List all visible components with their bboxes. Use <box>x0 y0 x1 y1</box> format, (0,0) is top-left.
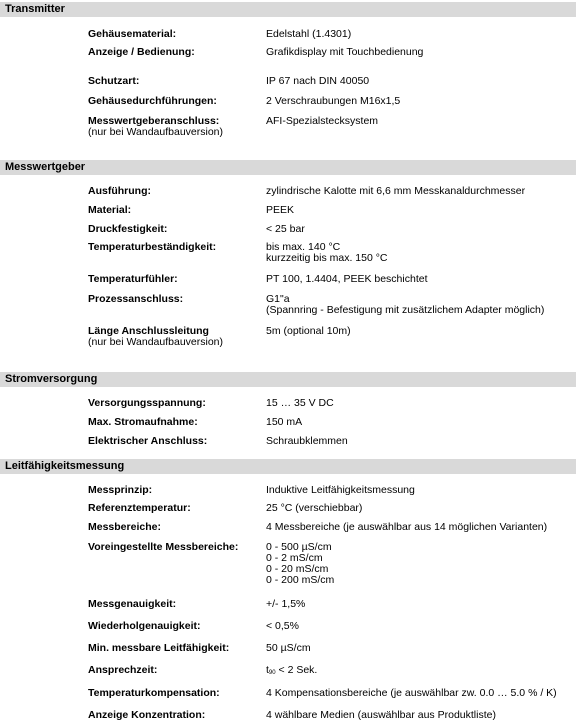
section-title: Transmitter <box>0 2 576 17</box>
spec-label: Temperaturbeständigkeit: <box>88 241 217 253</box>
spec-label: Versorgungsspannung: <box>88 397 206 409</box>
spec-label: Druckfestigkeit: <box>88 223 168 235</box>
section-messwertgeber <box>0 160 576 175</box>
spec-value: < 25 bar <box>266 223 305 235</box>
spec-value <box>266 665 571 679</box>
spec-label: Temperaturfühler: <box>88 273 178 285</box>
spec-sublabel: (nur bei Wandaufbauversion) <box>88 126 224 138</box>
spec-label: Wiederholgenauigkeit: <box>88 620 201 632</box>
spec-label: Gehäusematerial: <box>88 28 177 40</box>
spec-label: Gehäusedurchführungen: <box>88 95 217 107</box>
spec-label: Anzeige / Bedienung: <box>88 46 195 58</box>
spec-value: < 0,5% <box>266 620 299 632</box>
spec-value: 2 Verschraubungen M16x1,5 <box>266 95 401 107</box>
section-title: Messwertgeber <box>0 160 576 175</box>
spec-value: 50 µS/cm <box>266 642 311 654</box>
spec-value: bis max. 140 °C kurzzeitig bis max. 150 °C <box>266 241 388 264</box>
spec-label: Max. Stromaufnahme: <box>88 416 198 428</box>
spec-label: Länge Anschlussleitung (nur bei Wandaufbauversion) <box>88 326 256 348</box>
spec-label: Ansprechzeit: <box>88 664 158 676</box>
spec-label: Messgenauigkeit: <box>88 598 177 610</box>
spec-label: Anzeige Konzentration: <box>88 709 206 721</box>
section-title: Stromversorgung <box>0 372 576 387</box>
spec-value: 150 mA <box>266 416 303 428</box>
spec-value: 15 … 35 V DC <box>266 397 334 409</box>
spec-value: Induktive Leitfähigkeitsmessung <box>266 484 415 496</box>
section-transmitter <box>0 2 576 17</box>
spec-value: 4 Messbereiche (je auswählbar aus 14 möglichen Varianten) <box>266 521 548 533</box>
spec-value: G1"a (Spannring - Befestigung mit zusätzlichem Adapter möglich) <box>266 293 545 316</box>
spec-value: +/- 1,5% <box>266 598 306 610</box>
spec-label: Messwertgeberanschluss: (nur bei Wandaufbauversion) <box>88 116 256 138</box>
spec-value: Schraubklemmen <box>266 435 348 447</box>
spec-sublabel: (nur bei Wandaufbauversion) <box>88 336 224 348</box>
section-stromversorgung <box>0 372 576 387</box>
spec-value: 4 Kompensationsbereiche (je auswählbar zw. 0.0 … 5.0 % / K) <box>266 687 557 699</box>
response-time-value: t90 < 2 Sek. <box>266 664 318 676</box>
spec-label: Material: <box>88 204 132 216</box>
spec-value: IP 67 nach DIN 40050 <box>266 75 370 87</box>
section-title: Leitfähigkeitsmessung <box>0 459 576 474</box>
spec-value: PT 100, 1.4404, PEEK beschichtet <box>266 273 428 285</box>
spec-value: Edelstahl (1.4301) <box>266 28 352 40</box>
spec-label: Ausführung: <box>88 185 151 197</box>
spec-label: Prozessanschluss: <box>88 293 184 305</box>
spec-label: Schutzart: <box>88 75 140 87</box>
section-leitfaehigkeitsmessung <box>0 459 576 474</box>
spec-label: Min. messbare Leitfähigkeit: <box>88 642 230 654</box>
spec-value: 25 °C (verschiebbar) <box>266 502 363 514</box>
spec-label: Messbereiche: <box>88 521 161 533</box>
spec-label: Elektrischer Anschluss: <box>88 435 208 447</box>
spec-value: zylindrische Kalotte mit 6,6 mm Messkanaldurchmesser <box>266 185 526 197</box>
spec-value: AFI-Spezialstecksystem <box>266 115 379 127</box>
spec-value: Grafikdisplay mit Touchbedienung <box>266 46 424 58</box>
spec-label: Temperaturkompensation: <box>88 687 220 699</box>
spec-value: 4 wählbare Medien (auswählbar aus Produktliste) <box>266 709 496 721</box>
spec-value: 5m (optional 10m) <box>266 325 351 337</box>
spec-label: Messprinzip: <box>88 484 153 496</box>
spec-value: 0 - 500 µS/cm 0 - 2 mS/cm 0 - 20 mS/cm 0 - 200 mS/cm <box>266 541 335 586</box>
spec-label: Voreingestellte Messbereiche: <box>88 541 239 553</box>
spec-label: Referenztemperatur: <box>88 502 191 514</box>
spec-value: PEEK <box>266 204 295 216</box>
